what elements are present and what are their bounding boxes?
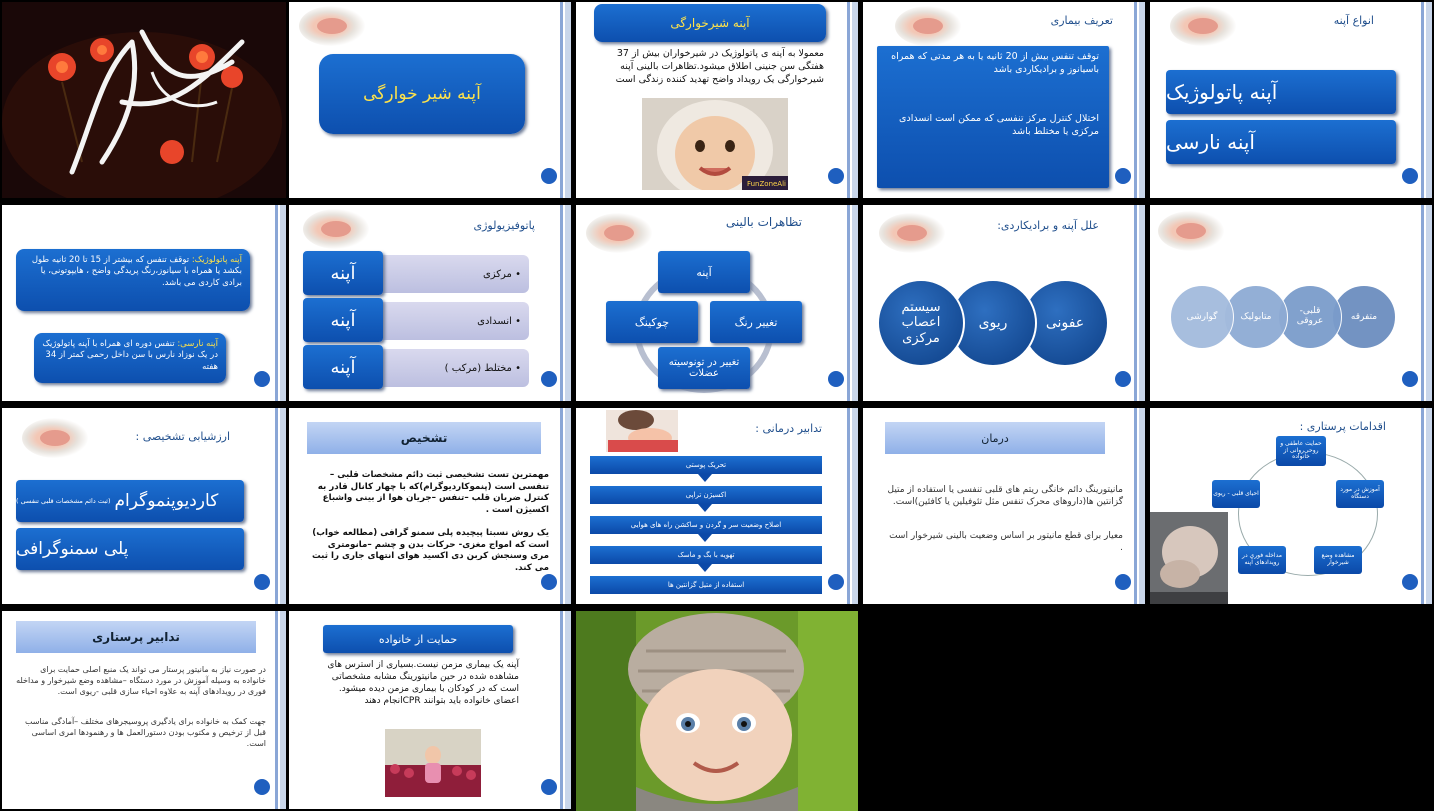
slide-14-p1: مانیتورینگ دائم خانگی ریتم های قلبی تنفسی یا استفاده از متیل گزانتین ها(داروهای محرک تنفس مثل تئوفیلین یا کافئین)است. [887, 485, 1123, 508]
page-dot [254, 574, 270, 590]
diagnostic-cardiopneumogram-box [16, 480, 244, 522]
cause-gi-label: گوارشی [1186, 312, 1218, 322]
slide-11-title: ارزشیابی تشخیصی : [135, 430, 230, 443]
slide-1-thumbnail[interactable] [2, 2, 286, 198]
symptom-apnea-label: آپنه [696, 265, 712, 279]
slide-6-p2: تنفس دوره ای همراه با آپنه پاتولوژیک در یک نوزاد نارس با سن داخل رحمی کمتر از 34 هفته [42, 339, 218, 372]
slide-18-thumbnail[interactable] [576, 611, 858, 811]
slide-5-thumbnail[interactable] [1150, 2, 1432, 198]
care-node-immediate-intervention: مداخله فوری در رویدادهای آپنه [1238, 546, 1286, 574]
hands-photo [1150, 512, 1228, 604]
page-dot [1115, 371, 1131, 387]
treatment-step: اکسیژن تراپی [590, 486, 822, 504]
apnea-type-premature-box [1166, 120, 1396, 164]
page-dot [1115, 168, 1131, 184]
slide-8-title: تظاهرات بالینی [725, 215, 802, 229]
pathophysiology-tag-label: آپنه [330, 356, 356, 378]
symptom-apnea [658, 251, 750, 293]
slide-15-thumbnail[interactable] [1150, 408, 1432, 604]
slide-16-p2: جهت کمک به خانواده برای یادگیری پروسیجرهای مختلف –آمادگی مناسب قبل از ترخیص و مکتوب بودن دستورالعمل ها و رهنمودها امری اساسی است. [24, 717, 266, 748]
page-dot [1402, 371, 1418, 387]
slide-6-box-2 [34, 333, 226, 383]
slide-17-thumbnail[interactable] [289, 611, 571, 809]
arrow-down-icon [698, 534, 712, 542]
slide-9-thumbnail[interactable] [863, 205, 1145, 401]
slide-12-p1: مهمترین تست تشخیصی ثبت دائم مشخصات قلبی – تنفسی است (پنموکاردیوگرام)که با چهار کانال قادر به کنترل ضربان قلب –تنفس –جریان هوا از بینی واشباع اکسیژن است . [317, 470, 549, 516]
slide-13-thumbnail[interactable] [576, 408, 858, 604]
slide-17-header-box [323, 625, 513, 653]
page-dot [541, 779, 557, 795]
page-dot [541, 168, 557, 184]
slide-14-header-box [885, 422, 1105, 454]
page-dot [1402, 168, 1418, 184]
slide-16-header: تدابیر پرستاری [92, 630, 180, 644]
infant-care-photo [606, 410, 678, 452]
slide-6-p1: توقف تنفس که بیشتر از 15 تا 20 ثانیه طول بکشد یا همراه با سیانوز،رنگ پریدگی واضح ، هایپوتونی، یا برادی کاردی می باشد. [31, 255, 242, 288]
page-dot [828, 371, 844, 387]
newborn-thumb-image [1158, 211, 1224, 251]
girl-tulips-photo [385, 729, 481, 797]
slide-14-p2: معیار برای قطع مانیتور بر اساس وضعیت بالینی شیرخوار است . [889, 531, 1123, 554]
calligraphy-image [2, 2, 286, 198]
slide-6-p1-label: آپنه پاتولوژیک: [191, 255, 242, 265]
slide-4-p2: اختلال کنترل مرکز تنفسی که ممکن است انسدادی مرکزی یا مختلط باشد [899, 113, 1099, 138]
slide-13-title: تدابیر درمانی : [755, 422, 822, 435]
slide-9-title: علل آپنه و برادیکاردی: [997, 219, 1099, 232]
page-dot [828, 574, 844, 590]
slide-4-p1: توقف تنفس بیش از 20 ثانیه یا به هر مدتی که همراه باسیانوز و برادیکاردی باشد [891, 51, 1099, 76]
apnea-type-pathologic-box [1166, 70, 1396, 114]
slide-14-thumbnail[interactable] [863, 408, 1145, 604]
slide-7-title: پاتوفیزیولوژی [473, 219, 535, 232]
apnea-type-premature: آپنه نارسی [1166, 130, 1255, 154]
slide-16-p1: در صورت نیاز به مانیتور پرستار می تواند یک منبع اصلی حمایت برای خانواده به وسیله آموزش در مورد دستگاه –مشاهده وضع شیرخوار و مداخله فوری در رویدادهای آپنه به علاوه احیاء سازی قلبی -ریوی است. [16, 665, 266, 696]
cause-misc-label: متفرقه [1350, 312, 1378, 322]
slide-2-heading-box [319, 54, 525, 134]
slide-11-thumbnail[interactable] [2, 408, 286, 604]
newborn-thumb-image [895, 6, 961, 46]
treatment-step: اصلاح وضعیت سر و گردن و ساکشن راه های هوایی [590, 516, 822, 534]
page-dot [1115, 574, 1131, 590]
baby-knit-hat-photo [576, 611, 858, 811]
slide-5-title: انواع آپنه [1333, 14, 1374, 27]
slide-3-text: معمولا به آپنه ی پاتولوژیک در شیرخواران بیش از 37 هفتگی سن جنینی اطلاق میشود.تظاهرات بالینی آپنه شیرخوارگی یک رویداد واضح تهدید کننده زندگی است [615, 48, 824, 85]
cause-cns [877, 279, 965, 367]
newborn-thumb-image [299, 6, 365, 46]
cause-cardiovascular-label: قلبی- عروقی [1296, 306, 1324, 326]
slide-16-header-box [16, 621, 256, 653]
pathophysiology-tag-label: آپنه [330, 309, 356, 331]
newborn-thumb-image [879, 213, 945, 253]
pathophysiology-tag [303, 298, 383, 342]
care-node-cpr: احیای قلبی - ریوی [1212, 480, 1260, 508]
pathophysiology-tag [303, 345, 383, 389]
symptom-color-change-label: تغییر رنگ [734, 315, 778, 329]
newborn-thumb-image [586, 213, 652, 253]
slide-3-header: آپنه شیرخوارگی [670, 16, 750, 30]
pathophysiology-tag-label: آپنه [330, 262, 356, 284]
pathophysiology-row-label: • مرکزی [482, 268, 521, 280]
slide-8-thumbnail[interactable] [576, 205, 858, 401]
symptom-muscle-tone [658, 347, 750, 389]
slide-7-thumbnail[interactable] [289, 205, 571, 401]
slide-6-p2-label: آپنه نارسی: [177, 339, 218, 349]
newborn-thumb-image [1170, 6, 1236, 46]
slide-2-heading: آپنه شیر خوارگی [363, 84, 481, 104]
care-node-observe-infant: مشاهده وضع شیرخوار [1314, 546, 1362, 574]
cause-gi [1170, 285, 1234, 349]
photo-watermark: FunZoneAli [746, 180, 786, 188]
pathophysiology-row-mixed [377, 349, 529, 387]
page-dot [828, 168, 844, 184]
cause-infectious-label: عفونی [1045, 315, 1085, 331]
smiling-baby-photo [642, 98, 788, 190]
newborn-thumb-image [22, 418, 88, 458]
diagnostic-polysomnography-box [16, 528, 244, 570]
slide-6-thumbnail[interactable] [2, 205, 286, 401]
pathophysiology-row-label: • مختلط (مرکب ) [444, 362, 521, 374]
symptom-muscle-tone-label: تغییر در تونوسیته عضلات [668, 357, 740, 379]
symptom-choking-label: چوکینگ [634, 315, 670, 329]
slide-10-thumbnail[interactable] [1150, 205, 1432, 401]
page-dot [1402, 574, 1418, 590]
treatment-step: استفاده از متیل گزانتین ها [590, 576, 822, 594]
slide-12-header: تشخیص [400, 431, 448, 445]
slide-2-thumbnail[interactable] [289, 2, 571, 198]
pathophysiology-tag [303, 251, 383, 295]
newborn-thumb-image [303, 209, 369, 249]
page-dot [254, 371, 270, 387]
cause-cns-label: سیستم اعصاب مرکزی [901, 299, 941, 346]
apnea-type-pathologic: آپنه پاتولوژیک [1166, 80, 1278, 104]
care-node-emotional-support: حمایت عاطفی و روحی‌روانی از خانواده [1276, 436, 1326, 466]
page-dot [254, 779, 270, 795]
arrow-down-icon [698, 474, 712, 482]
slide-12-thumbnail[interactable] [289, 408, 571, 604]
slide-17-text: آپنه یک بیماری مزمن نیست.بسیاری از استرس های مشاهده شده در حین مانیتورینگ مشابه مشخصاتی است که در کودکان با بیماری مزمن دیده میشود. اعضای خانواده باید بتوانند CPRانجام دهند [327, 660, 519, 707]
diagnostic-cardiopneumogram-note: (ثبت دائم مشخصات قلبی تنفسی ) [16, 497, 111, 505]
slide-3-thumbnail[interactable] [576, 2, 858, 198]
treatment-step: تهویه با بگ و ماسک [590, 546, 822, 564]
page-dot [541, 574, 557, 590]
arrow-down-icon [698, 564, 712, 572]
slide-4-title: تعریف بیماری [1050, 14, 1113, 27]
slide-6-box-1 [16, 249, 250, 311]
slide-16-thumbnail[interactable] [2, 611, 286, 809]
diagnostic-polysomnography: پلی سمنوگرافی [16, 539, 129, 559]
cause-metabolic-label: متابولیک [1240, 312, 1272, 322]
slide-3-header-box [594, 4, 826, 42]
slide-12-p2: یک روش نسبتا پیچیده پلی سمنو گرافی (مطالعه خواب) است که امواج مغزی- حرکات بدن و چشم –مانومتری مری وسنجش کربن دی اکسید هوای انتهای جاری را ثبت می کند. [311, 528, 549, 574]
slide-14-header: درمان [981, 431, 1009, 445]
diagnostic-cardiopneumogram: کاردیوپنموگرام [114, 491, 219, 511]
slide-4-thumbnail[interactable] [863, 2, 1145, 198]
slide-15-title: اقدامات پرستاری : [1299, 420, 1386, 433]
slide-17-header: حمایت از خانواده [378, 632, 458, 646]
pathophysiology-row-obstructive [377, 302, 529, 340]
arrow-down-icon [698, 504, 712, 512]
care-node-device-training: آموزش در مورد دستگاه [1336, 480, 1384, 508]
symptom-choking [606, 301, 698, 343]
page-dot [541, 371, 557, 387]
slide-12-header-box [307, 422, 541, 454]
pathophysiology-row-central [377, 255, 529, 293]
treatment-step: تحریک پوستی [590, 456, 822, 474]
cause-pulmonary-label: ریوی [978, 315, 1008, 331]
symptom-color-change [710, 301, 802, 343]
slide-4-content-box [877, 46, 1109, 188]
pathophysiology-row-label: • انسدادی [477, 315, 521, 327]
